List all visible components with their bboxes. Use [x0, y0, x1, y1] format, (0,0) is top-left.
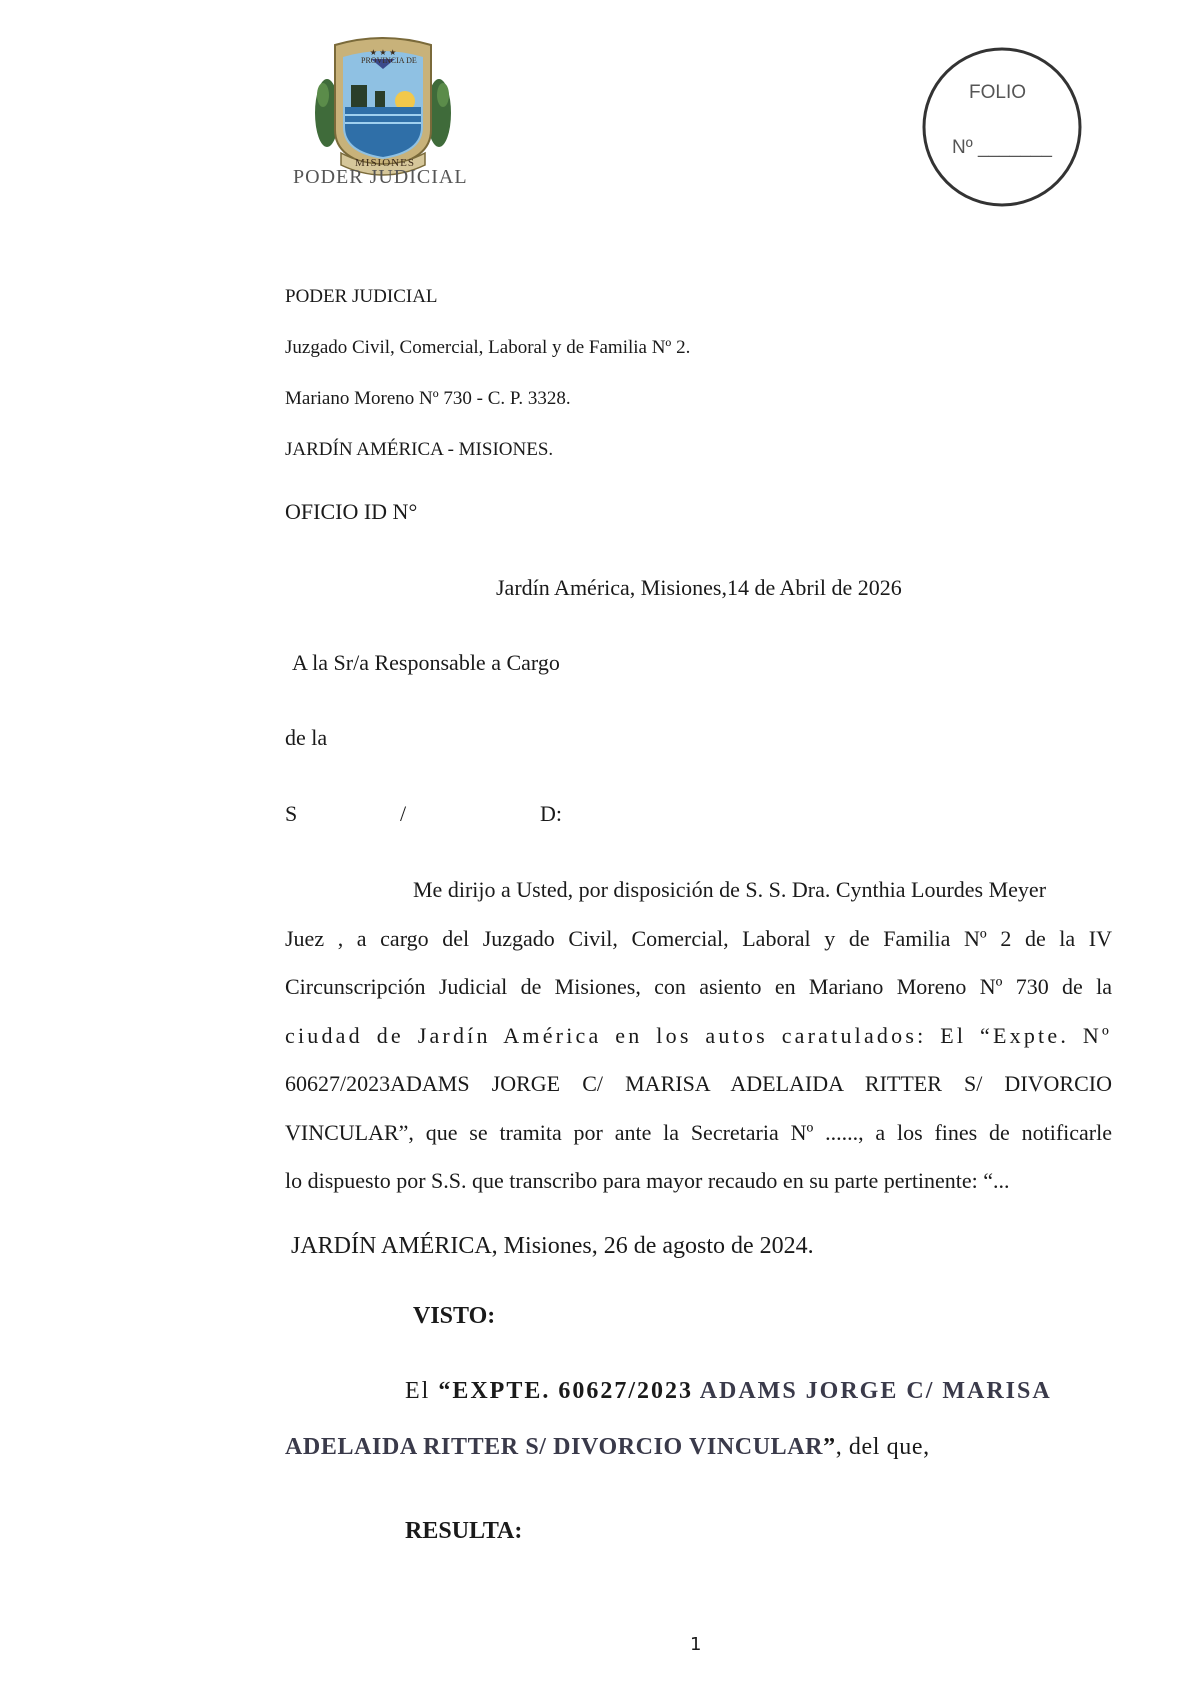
logo-caption: PODER JUDICIAL — [293, 166, 468, 188]
page-number: 1 — [690, 1634, 702, 1655]
svg-text:★ ★ ★: ★ ★ ★ — [369, 48, 397, 57]
sd-slash: / — [400, 801, 407, 826]
paragraph-line-6: VINCULAR”, que se tramita por ante la Secretaria Nº ......, a los fines de notificarle — [285, 1119, 1112, 1145]
recipient-line-2: de la — [285, 725, 328, 750]
poder-judicial-logo — [293, 35, 495, 205]
expte-line-1 — [405, 1378, 1107, 1405]
logo-arc-text: PROVINCIA DE — [361, 56, 417, 65]
expte-caps-1: ADAMS JORGE C/ MARISA — [699, 1378, 1052, 1404]
resolution-date: JARDÍN AMÉRICA, Misiones, 26 de agosto de 2024. — [291, 1233, 814, 1259]
paragraph-line-7: lo dispuesto por S.S. que transcribo para mayor recaudo en su parte pertinente: “... — [285, 1168, 1010, 1193]
header-line-4: JARDÍN AMÉRICA - MISIONES. — [285, 439, 554, 460]
expte-line-2 — [285, 1434, 930, 1461]
paragraph-line-3: Circunscripción Judicial de Misiones, con asiento en Mariano Moreno Nº 730 de la — [285, 974, 1112, 999]
folio-title: FOLIO — [969, 82, 1027, 103]
oficio-id: OFICIO ID N° — [285, 499, 418, 524]
expte-prefix: El — [405, 1378, 439, 1404]
recipient-line-1: A la Sr/a Responsable a Cargo — [292, 650, 560, 675]
expte-suffix: , del que, — [835, 1434, 930, 1460]
resulta-heading: RESULTA: — [405, 1518, 523, 1544]
date-line: Jardín América, Misiones,14 de Abril de 2026 — [496, 575, 902, 600]
expte-number: “EXPTE. 60627/2023 — [438, 1378, 700, 1404]
body-paragraph — [285, 866, 1112, 1206]
paragraph-line-4: ciudad de Jardín América en los autos caratulados: El “Expte. Nº — [285, 1022, 1112, 1048]
logo-bottom-text: MISIONES — [355, 157, 415, 169]
expte-close-quote: ” — [823, 1434, 836, 1460]
paragraph-line-1: Me dirijo a Usted, por disposición de S. S. Dra. Cynthia Lourdes Meyer — [413, 877, 1047, 902]
folio-number: Nº _______ — [952, 137, 1052, 158]
header-line-3: Mariano Moreno Nº 730 - C. P. 3328. — [285, 388, 571, 409]
expte-caps-2: ADELAIDA RITTER S/ DIVORCIO VINCULAR — [285, 1434, 824, 1460]
sd-d: D: — [540, 801, 562, 826]
header-line-2: Juzgado Civil, Comercial, Laboral y de Familia Nº 2. — [285, 337, 691, 358]
visto-heading: VISTO: — [413, 1303, 496, 1329]
folio-circle-icon — [918, 45, 1086, 210]
paragraph-line-2: Juez , a cargo del Juzgado Civil, Comercial, Laboral y de Familia Nº 2 de la IV — [285, 925, 1112, 951]
folio-stamp — [918, 45, 1086, 210]
paragraph-line-5: 60627/2023ADAMS JORGE C/ MARISA ADELAIDA RITTER S/ DIVORCIO — [285, 1071, 1112, 1096]
header-line-1: PODER JUDICIAL — [285, 286, 438, 307]
sd-s: S — [285, 801, 298, 826]
